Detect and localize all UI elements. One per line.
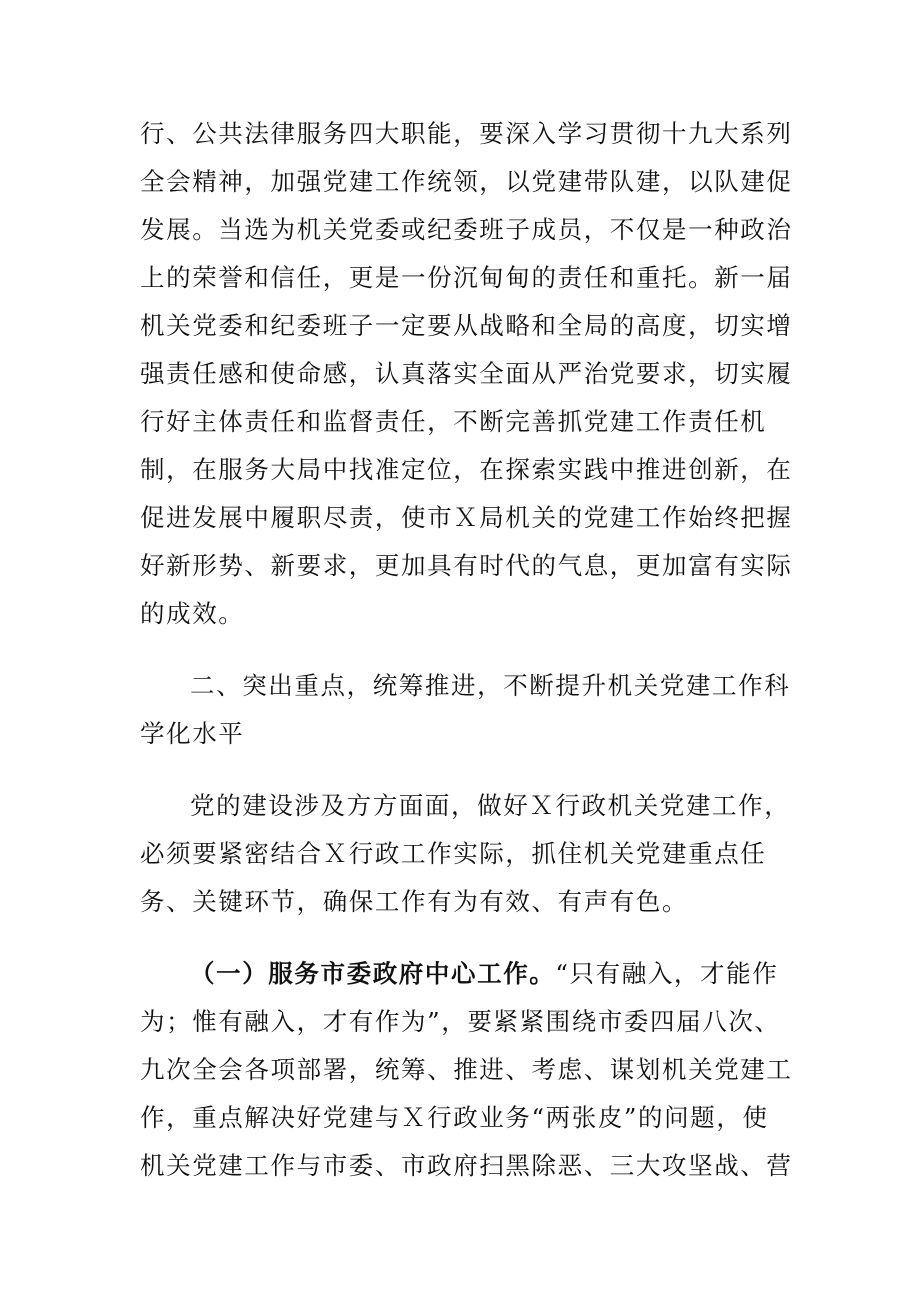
text-run: “只有融入，才能作 — [555, 959, 779, 988]
text-line: 的成效。 — [140, 599, 245, 628]
text-line: 机关党委和纪委班子一定要从战略和全局的高度，切实增 — [140, 311, 793, 340]
text-line: 上的荣誉和信任，更是一份沉甸甸的责任和重托。新一届 — [140, 263, 793, 292]
text-line: 强责任感和使命感，认真落实全面从严治党要求，切实履 — [140, 359, 793, 388]
text-line — [190, 954, 780, 994]
heading-line: 学化水平 — [140, 719, 245, 748]
text-line: 九次全会各项部署，统筹、推进、考虑、谋划机关党建工 — [140, 1055, 793, 1084]
text-line: 作，重点解决好党建与Ｘ行政业务“两张皮”的问题，使 — [140, 1103, 769, 1132]
text-line: 发展。当选为机关党委或纪委班子成员，不仅是一种政治 — [140, 215, 793, 244]
text-line: 行、公共法律服务四大职能，要深入学习贯彻十九大系列 — [140, 119, 793, 148]
text-line: 促进发展中履职尽责，使市Ｘ局机关的党建工作始终把握 — [140, 503, 793, 532]
subsection-lead: （一）服务市委政府中心工作。 — [190, 959, 556, 988]
text-line: 党的建设涉及方方面面，做好Ｘ行政机关党建工作， — [190, 791, 791, 820]
text-line: 机关党建工作与市委、市政府扫黑除恶、三大攻坚战、营 — [140, 1151, 793, 1180]
text-line: 为；惟有融入，才有作为”，要紧紧围绕市委四届八次、 — [140, 1007, 781, 1036]
text-line: 制，在服务大局中找准定位，在探索实践中推进创新，在 — [140, 455, 793, 484]
text-line: 好新形势、新要求，更加具有时代的气息，更加富有实际 — [140, 551, 793, 580]
text-line: 必须要紧密结合Ｘ行政工作实际，抓住机关党建重点任 — [140, 839, 767, 868]
text-line: 务、关键环节，确保工作有为有效、有声有色。 — [140, 887, 689, 916]
text-line: 全会精神，加强党建工作统领，以党建带队建，以队建促 — [140, 167, 793, 196]
text-line: 行好主体责任和监督责任，不断完善抓党建工作责任机 — [140, 407, 767, 436]
heading-line: 二、突出重点，统筹推进，不断提升机关党建工作科 — [190, 671, 791, 700]
